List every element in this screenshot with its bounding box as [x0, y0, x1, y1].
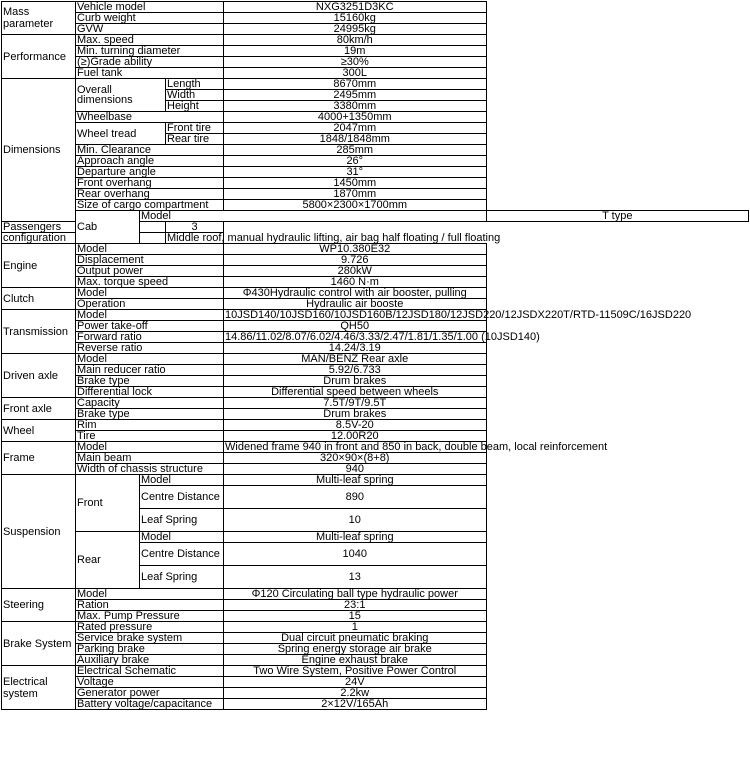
param-value: Multi-leaf spring [224, 532, 486, 543]
table-row [2, 464, 749, 475]
param-value: 5800×2300×1700mm [224, 200, 486, 211]
param-value: 1450mm [224, 178, 486, 189]
table-row [2, 343, 749, 354]
table-row [2, 13, 749, 24]
param-value: 320×90×(8+8) [224, 453, 486, 464]
param-label: Passengers [2, 222, 166, 233]
param-value: Multi-leaf spring [224, 475, 486, 486]
param-label: Max. torque speed [76, 277, 224, 288]
param-value: Dual circuit pneumatic braking [224, 633, 486, 644]
param-label: Rim [76, 420, 224, 431]
param-label: Main reducer ratio [76, 365, 224, 376]
sub-param-label: Centre Distance [140, 543, 224, 566]
sub-param-label: Front tire [166, 123, 224, 134]
param-label: Ration [76, 600, 224, 611]
table-row [2, 453, 749, 464]
param-value: Drum brakes [224, 376, 486, 387]
param-value: 3380mm [224, 101, 486, 112]
table-row [2, 288, 749, 299]
param-value: Engine exhaust brake [224, 655, 486, 666]
category-label: Mass parameter [2, 2, 76, 35]
param-value: 1848/1848mm [224, 134, 486, 145]
table-row [2, 24, 749, 35]
table-row [2, 310, 749, 321]
param-label: Capacity [76, 398, 224, 409]
param-label: Max. Pump Pressure [76, 611, 224, 622]
param-label: Generator power [76, 688, 224, 699]
param-value: 3 [166, 222, 224, 233]
param-label: Model [76, 288, 224, 299]
param-label: Departure angle [76, 167, 224, 178]
param-label: Parking brake [76, 644, 224, 655]
param-value: Differential speed between wheels [224, 387, 486, 398]
table-row [2, 431, 749, 442]
param-value: 4000+1350mm [224, 112, 486, 123]
param-value: Widened frame 940 in front and 850 in back, double beam, local reinforcement [225, 441, 608, 453]
param-value: 23:1 [224, 600, 486, 611]
table-row [2, 600, 749, 611]
sub-param-label: Centre Distance [140, 486, 224, 509]
param-value: 7.5T/9T/9.5T [224, 398, 486, 409]
table-row [2, 409, 749, 420]
param-label: (≥)Grade ability [76, 57, 224, 68]
table-row [2, 589, 749, 600]
param-value: 940 [224, 464, 486, 475]
table-row [2, 112, 749, 123]
param-value: 80km/h [224, 35, 486, 46]
table-row [2, 376, 749, 387]
table-row [2, 611, 749, 622]
param-value: 15 [224, 611, 486, 622]
param-label: Size of cargo compartment [76, 200, 224, 211]
category-label: Clutch [2, 288, 76, 310]
sub-param-label: Model [140, 532, 224, 543]
param-value: Φ430Hydraulic control with air booster, pulling [224, 288, 486, 299]
table-row [2, 420, 749, 431]
param-value: Middle roof, manual hydraulic lifting, air bag half floating / full floating [167, 232, 501, 244]
param-value: T type [486, 211, 749, 222]
param-label: Voltage [76, 677, 224, 688]
param-value: 1040 [224, 543, 486, 566]
param-label: Front overhang [76, 178, 224, 189]
param-value: MAN/BENZ Rear axle [224, 354, 486, 365]
category-label: Steering [2, 589, 76, 622]
table-row [2, 46, 749, 57]
table-row [2, 35, 749, 46]
param-label: Main beam [76, 453, 224, 464]
param-value: 300L [224, 68, 486, 79]
param-value: Two Wire System, Positive Power Control [224, 666, 486, 677]
param-label: Rear overhang [76, 189, 224, 200]
table-row [2, 57, 749, 68]
param-value: 2×12V/165Ah [224, 699, 486, 710]
param-label: Model [76, 442, 224, 453]
table-row [2, 321, 749, 332]
param-label: Wheel tread [76, 123, 166, 145]
param-value: 31° [224, 167, 486, 178]
param-label: GVW [76, 24, 224, 35]
param-label: Brake type [76, 376, 224, 387]
param-value: 24995kg [224, 24, 486, 35]
table-row [2, 145, 749, 156]
table-row [2, 398, 749, 409]
table-row [2, 68, 749, 79]
param-label: Service brake system [76, 633, 224, 644]
param-value: 10 [224, 509, 486, 532]
param-value: 12.00R20 [224, 431, 486, 442]
table-row [2, 354, 749, 365]
table-row [2, 677, 749, 688]
param-value: 280kW [224, 266, 486, 277]
param-value: 19m [224, 46, 486, 57]
param-label: Rear [76, 532, 140, 589]
table-row [2, 666, 749, 677]
param-value: 1 [224, 622, 486, 633]
category-label: Dimensions [2, 79, 76, 222]
table-row [2, 655, 749, 666]
table-row [2, 2, 749, 13]
table-row [2, 699, 749, 710]
table-row [2, 266, 749, 277]
category-label: Front axle [2, 398, 76, 420]
param-label: Rated pressure [76, 622, 224, 633]
sub-param-label: Length [166, 79, 224, 90]
category-label: Performance [2, 35, 76, 79]
param-label: Min. turning diameter [76, 46, 224, 57]
param-label: Output power [76, 266, 224, 277]
category-label: Driven axle [2, 354, 76, 398]
param-label: Model [76, 310, 224, 321]
category-label: Cab [76, 211, 140, 244]
param-label: Tire [76, 431, 224, 442]
param-value: 8.5V-20 [224, 420, 486, 431]
param-label: Electrical Schematic [76, 666, 224, 677]
param-value: 2495mm [224, 90, 486, 101]
param-value: QH50 [224, 321, 486, 332]
sub-param-label: Leaf Spring [140, 509, 224, 532]
table-row [2, 233, 749, 244]
param-value: 15160kg [224, 13, 486, 24]
param-value: Hydraulic air booste [224, 299, 486, 310]
param-label: Model [76, 244, 224, 255]
param-label: configuration [2, 233, 166, 244]
param-value: Drum brakes [224, 409, 486, 420]
param-value: 8670mm [224, 79, 486, 90]
param-label: Overall dimensions [76, 79, 166, 112]
table-row [2, 211, 749, 222]
table-row [2, 123, 749, 134]
param-label: Model [76, 354, 224, 365]
sub-param-label: Model [140, 475, 224, 486]
param-value: 9.726 [224, 255, 486, 266]
table-row [2, 442, 749, 453]
spec-table [1, 1, 749, 710]
param-label: Differential lock [76, 387, 224, 398]
sub-param-label: Rear tire [166, 134, 224, 145]
param-label: Wheelbase [76, 112, 224, 123]
param-value: NXG3251D3KC [224, 2, 486, 13]
param-value: Spring energy storage air brake [224, 644, 486, 655]
table-row [2, 178, 749, 189]
table-row [2, 622, 749, 633]
param-value: 10JSD140/10JSD160/10JSD160B/12JSD180/12JSD220/12JSDX220T/RTD-11509C/16JSD220 [225, 309, 692, 321]
param-value: Φ120 Circulating ball type hydraulic power [224, 589, 486, 600]
table-row [2, 299, 749, 310]
param-label: Operation [76, 299, 224, 310]
param-value: 5.92/6.733 [224, 365, 486, 376]
param-label: Brake type [76, 409, 224, 420]
category-label: Suspension [2, 475, 76, 589]
table-row [2, 222, 749, 233]
param-value: 26° [224, 156, 486, 167]
param-value: WP10.380E32 [224, 244, 486, 255]
param-label: Reverse ratio [76, 343, 224, 354]
table-row [2, 167, 749, 178]
category-label: Electrical system [2, 666, 76, 710]
param-value: ≥30% [224, 57, 486, 68]
param-value: 285mm [224, 145, 486, 156]
param-label: Auxiliary brake [76, 655, 224, 666]
param-value: 1870mm [224, 189, 486, 200]
param-value: 24V [224, 677, 486, 688]
table-row [2, 532, 749, 543]
table-row [2, 644, 749, 655]
param-label: Forward ratio [76, 332, 224, 343]
table-row [2, 277, 749, 288]
table-row [2, 475, 749, 486]
param-label: Min. Clearance [76, 145, 224, 156]
table-row [2, 387, 749, 398]
param-label: Model [76, 589, 224, 600]
sub-param-label: Width [166, 90, 224, 101]
table-row [2, 365, 749, 376]
param-label: Battery voltage/capacitance [76, 699, 224, 710]
param-label: Displacement [76, 255, 224, 266]
param-label: Width of chassis structure [76, 464, 224, 475]
param-value: 1460 N·m [224, 277, 486, 288]
param-value: 2.2kw [224, 688, 486, 699]
category-label: Engine [2, 244, 76, 288]
param-value: 890 [224, 486, 486, 509]
param-value: 2047mm [224, 123, 486, 134]
sub-param-label: Leaf Spring [140, 566, 224, 589]
category-label: Brake System [2, 622, 76, 666]
table-row [2, 255, 749, 266]
category-label: Wheel [2, 420, 76, 442]
table-row [2, 688, 749, 699]
param-label: Power take-off [76, 321, 224, 332]
table-row [2, 79, 749, 90]
param-value: 13 [224, 566, 486, 589]
param-value: 14.24/3.19 [224, 343, 486, 354]
category-label: Frame [2, 442, 76, 475]
param-label: Front [76, 475, 140, 532]
param-value: 14.86/11.02/8.07/6.02/4.46/3.33/2.47/1.81/1.35/1.00 (10JSD140) [225, 331, 540, 343]
param-label: Approach angle [76, 156, 224, 167]
table-row [2, 332, 749, 343]
table-row [2, 200, 749, 211]
table-row [2, 189, 749, 200]
param-label: Vehicle model [76, 2, 224, 13]
table-row [2, 633, 749, 644]
param-label: Max. speed [76, 35, 224, 46]
param-label: Model [140, 211, 487, 222]
sub-param-label: Height [166, 101, 224, 112]
param-label: Curb weight [76, 13, 224, 24]
param-label: Fuel tank [76, 68, 224, 79]
table-row [2, 244, 749, 255]
category-label: Transmission [2, 310, 76, 354]
table-row [2, 156, 749, 167]
